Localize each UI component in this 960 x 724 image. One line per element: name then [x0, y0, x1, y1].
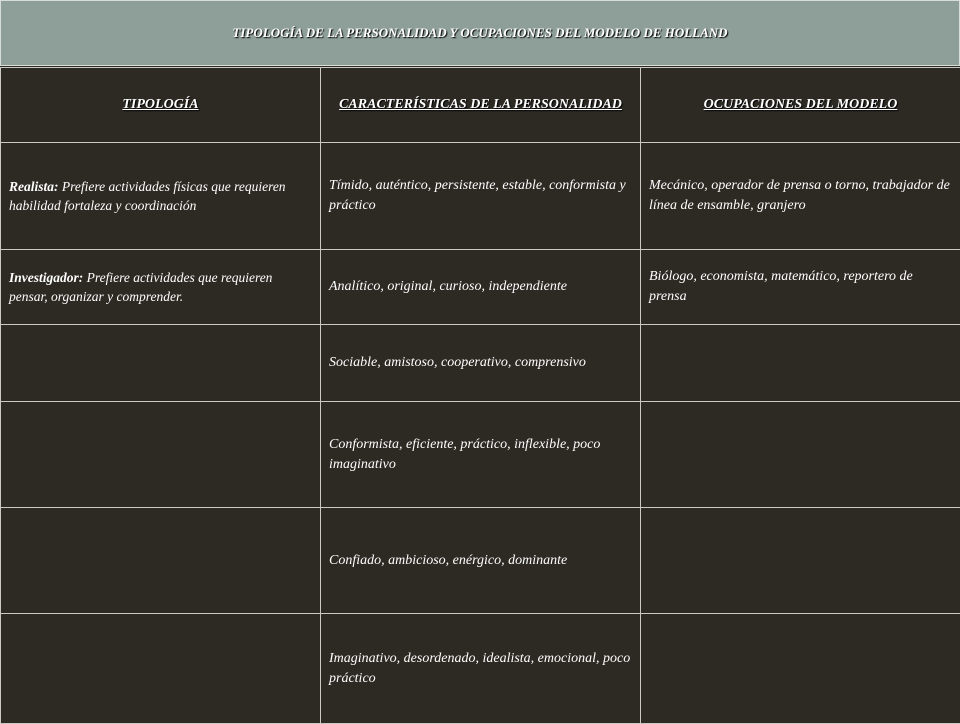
table-row	[1, 402, 960, 508]
traits-cell: Confiado, ambicioso, enérgico, dominante	[321, 508, 641, 614]
slide-title: TIPOLOGÍA DE LA PERSONALIDAD Y OCUPACIONES DEL MODELO DE HOLLAND	[0, 0, 960, 66]
traits-cell: Sociable, amistoso, cooperativo, comprensivo	[321, 325, 641, 402]
type-cell	[1, 402, 321, 508]
type-cell	[1, 325, 321, 402]
occupations-cell	[641, 508, 960, 614]
table-row	[1, 614, 960, 724]
table-row	[1, 143, 960, 250]
type-cell	[1, 250, 321, 325]
header-tipologia: TIPOLOGÍA	[1, 68, 321, 143]
type-label: Investigador:	[9, 270, 83, 285]
holland-table	[0, 67, 960, 724]
occupations-cell	[641, 614, 960, 724]
traits-cell: Conformista, eficiente, práctico, inflexible, poco imaginativo	[321, 402, 641, 508]
header-ocupaciones: OCUPACIONES DEL MODELO	[641, 68, 960, 143]
traits-cell: Imaginativo, desordenado, idealista, emocional, poco práctico	[321, 614, 641, 724]
occupations-cell	[641, 325, 960, 402]
traits-cell: Tímido, auténtico, persistente, estable, conformista y práctico	[321, 143, 641, 250]
table-row	[1, 325, 960, 402]
occupations-cell	[641, 402, 960, 508]
type-cell	[1, 508, 321, 614]
type-label: Realista:	[9, 179, 59, 194]
table-row	[1, 250, 960, 325]
occupations-cell: Biólogo, economista, matemático, reportero de prensa	[641, 250, 960, 325]
type-description: Prefiere actividades que requieren pensar, organizar y comprender.	[9, 270, 272, 304]
type-description: Prefiere actividades físicas que requieren habilidad fortaleza y coordinación	[9, 179, 286, 213]
traits-cell: Analítico, original, curioso, independiente	[321, 250, 641, 325]
header-caracteristicas: CARACTERÍSTICAS DE LA PERSONALIDAD	[321, 68, 641, 143]
occupations-cell: Mecánico, operador de prensa o torno, trabajador de línea de ensamble, granjero	[641, 143, 960, 250]
type-cell	[1, 143, 321, 250]
type-cell	[1, 614, 321, 724]
table-header-row	[1, 68, 960, 143]
table-row	[1, 508, 960, 614]
